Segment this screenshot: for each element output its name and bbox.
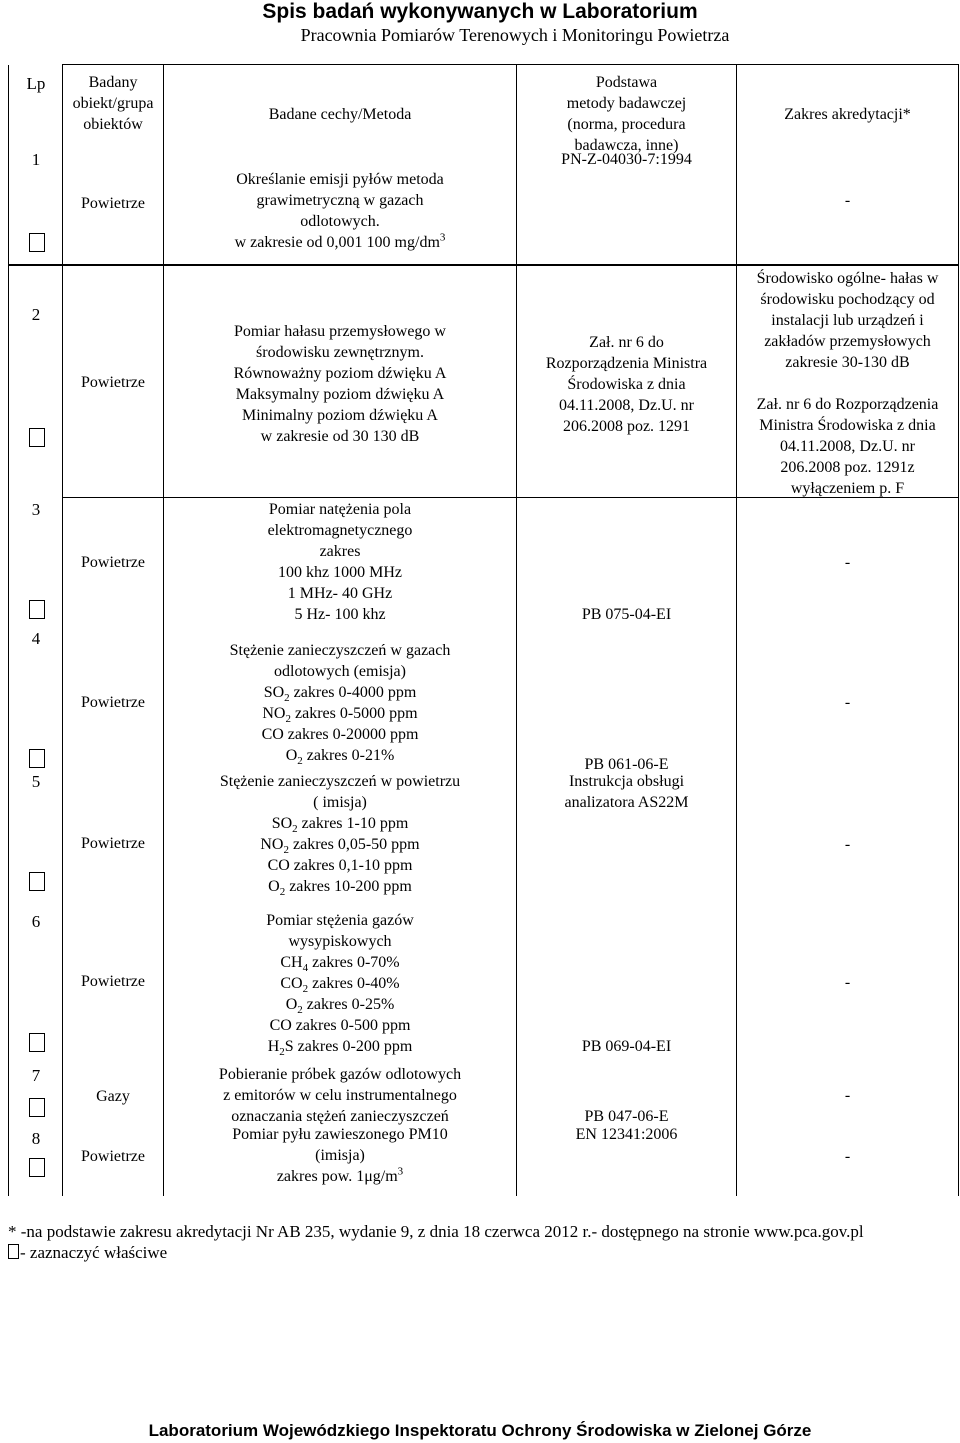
method-line: Maksymalny poziom dźwięku A [235, 385, 445, 403]
method-line: $NO_2$ zakres 0,05-50 ppm [260, 835, 420, 856]
row-number: 6 [31, 911, 41, 931]
accreditation-line: - [844, 693, 851, 711]
method-line: zakres pow. $1\mu g/m^3$ [276, 1165, 404, 1185]
basis-line: Rozporządzenia Ministra [545, 354, 708, 372]
basis-line: Zał. nr 6 do [589, 333, 664, 351]
table-row [9, 1063, 959, 1129]
footer-institution: Laboratorium Wojewódzkiego Inspektoratu Ochrony Środowiska w Zielonej Górze [148, 1421, 812, 1440]
method-line: odlotowych (emisja) [274, 662, 406, 680]
table-row [9, 773, 959, 915]
method-line: (imisja) [315, 1146, 365, 1164]
accreditation-line: wyłączeniem p. F [790, 479, 905, 497]
checkbox[interactable] [29, 233, 45, 252]
basis-header-line: (norma, procedura [567, 116, 686, 133]
method-line: $NO_2$ zakres 0-5000 ppm [262, 704, 418, 725]
checkbox[interactable] [29, 428, 45, 447]
col-header-object [63, 65, 164, 155]
method-line: Pobieranie próbek gazów odlotowych [218, 1065, 462, 1083]
object-header-line: obiektów [83, 116, 143, 133]
basis-line: Środowiska z dnia [567, 375, 686, 393]
accreditation-footnote: * -na podstawie zakresu akredytacji Nr AB 235, wydanie 9, z dnia 18 czerwca 2012 r.- dostępnego na stronie www.pca.gov.pl [8, 1222, 864, 1241]
col-header-method [164, 65, 517, 155]
row-number: 7 [31, 1065, 41, 1085]
page-title: Spis badań wykonywanych w Laboratorium [262, 0, 698, 23]
method-line: wysypiskowych [288, 932, 392, 950]
accreditation-line: środowisku pochodzący od [760, 290, 935, 308]
method-line: 100 khz 1000 MHz [278, 564, 402, 581]
checkbox[interactable] [29, 1098, 45, 1117]
row-object: Powietrze [81, 194, 145, 212]
row-object: Powietrze [81, 1147, 145, 1165]
method-line: CO zakres 0-20000 ppm [261, 725, 419, 743]
method-line: środowisku zewnętrznym. [256, 343, 424, 361]
method-line: $SO_2$ zakres 1-10 ppm [271, 814, 409, 835]
method-line: odlotowych. [300, 212, 380, 230]
method-line: $O_2$ zakres 0-21% [285, 746, 395, 767]
checkbox[interactable] [29, 1033, 45, 1052]
basis-line: PN-Z-04030-7:1994 [561, 150, 692, 168]
object-header-line: obiekt/grupa [72, 95, 154, 112]
page-subtitle: Pracownia Pomiarów Terenowych i Monitoringu Powietrza [300, 25, 730, 45]
method-line: Określanie emisji pyłów metoda [236, 170, 444, 188]
method-line: Stężenie zanieczyszczeń w gazach [229, 641, 451, 659]
row-number: 1 [31, 149, 41, 169]
accreditation-line: Ministra Środowiska z dnia [759, 416, 936, 434]
accreditation-line: - [844, 191, 851, 209]
basis-line: PB 075-04-EI [581, 606, 672, 623]
accreditation-line: - [844, 554, 851, 571]
method-line: Stężenie zanieczyszczeń w powietrzu [219, 772, 461, 790]
accreditation-line: - [844, 973, 851, 991]
accreditation-line: zakresie 30-130 dB [785, 353, 910, 371]
col-header-basis [517, 65, 737, 155]
basis-line: 04.11.2008, Dz.U. nr [559, 396, 694, 414]
table-row [9, 1129, 959, 1196]
accreditation-line: Środowisko ogólne- hałas w [756, 269, 939, 287]
table-row [9, 915, 959, 1063]
checkbox[interactable] [29, 872, 45, 891]
accreditation-line: - [844, 1086, 851, 1104]
accreditation-line: 206.2008 poz. 1291z [780, 458, 915, 476]
method-line: z emitorów w celu instrumentalnego [223, 1086, 457, 1104]
row-object: Gazy [96, 1087, 130, 1105]
basis-header-line: metody badawczej [566, 95, 687, 112]
method-line: CO zakres 0,1-10 ppm [267, 856, 413, 874]
method-header-label: Badane cechy/Metoda [268, 106, 412, 123]
table-row [9, 265, 959, 498]
accreditation-header-label: Zakres akredytacji* [784, 106, 911, 123]
accreditation-line: - [844, 835, 851, 853]
basis-line: 206.2008 poz. 1291 [562, 417, 691, 435]
method-line: w zakresie od 0,001 100 $mg/dm^3$ [234, 231, 446, 251]
col-header-accreditation [737, 65, 959, 155]
basis-line: EN 12341:2006 [575, 1125, 678, 1143]
checkbox[interactable] [29, 749, 45, 768]
method-line: oznaczania stężeń zanieczyszczeń [231, 1107, 449, 1125]
method-line: zakres [319, 543, 361, 560]
method-line: Pomiar stężenia gazów [266, 911, 414, 929]
checkbox-icon [8, 1244, 19, 1259]
checkbox[interactable] [29, 1158, 45, 1177]
method-line: 1 MHz- 40 GHz [287, 585, 393, 602]
basis-line: Instrukcja obsługi [568, 772, 685, 790]
row-number: 4 [31, 628, 41, 648]
accreditation-line: 04.11.2008, Dz.U. nr [780, 437, 915, 455]
checkbox[interactable] [29, 600, 45, 619]
row-number: 5 [31, 771, 41, 791]
basis-line: analizatora AS22M [564, 793, 689, 811]
row-object: Powietrze [81, 554, 145, 571]
col-header-lp [9, 65, 63, 155]
row-object: Powietrze [81, 373, 145, 391]
method-line: grawimetryczną w gazach [256, 191, 424, 209]
method-line: $O_2$ zakres 0-25% [285, 995, 395, 1016]
object-header-line: Badany [88, 74, 138, 91]
method-line: w zakresie od 30 130 dB [260, 427, 420, 445]
method-line: Minimalny poziom dźwięku A [242, 406, 438, 424]
accreditation-line: zakładów przemysłowych [764, 332, 931, 350]
method-line: 5 Hz- 100 khz [294, 606, 386, 623]
method-line: $CO_2$ zakres 0-40% [280, 974, 400, 995]
checkbox-footnote-text: - zaznaczyć właściwe [20, 1243, 168, 1262]
accreditation-line: instalacji lub urządzeń i [771, 311, 924, 329]
checkbox-footnote [8, 1243, 167, 1263]
row-object: Powietrze [81, 693, 145, 711]
basis-header-line: badawcza, inne) [574, 137, 679, 154]
row-number: 2 [31, 304, 41, 324]
basis-line: PB 069-04-EI [581, 1037, 672, 1055]
accreditation-line: Zał. nr 6 do Rozporządzenia [756, 395, 939, 413]
row-number: 3 [31, 499, 41, 519]
accreditation-line: - [844, 1147, 851, 1165]
row-object: Powietrze [81, 972, 145, 990]
method-line: Pomiar natężenia pola [268, 501, 412, 518]
method-line: Równoważny poziom dźwięku A [233, 364, 447, 382]
method-line: ( imisja) [313, 793, 367, 811]
table-row [9, 155, 959, 265]
basis-header-line: Podstawa [595, 74, 658, 91]
method-line: elektromagnetycznego [267, 522, 413, 539]
method-line: Pomiar hałasu przemysłowego w [234, 322, 446, 340]
row-object: Powietrze [81, 834, 145, 852]
table-row [9, 632, 959, 773]
tests-table [8, 64, 959, 1196]
row-number: 8 [31, 1128, 41, 1148]
method-line: $H_2S$ zakres 0-200 ppm [267, 1037, 413, 1058]
basis-line: PB 061-06-E [584, 755, 669, 773]
method-line: $CH_4$ zakres 0-70% [280, 953, 400, 974]
method-line: Pomiar pyłu zawieszonego PM10 [232, 1125, 448, 1143]
basis-line: PB 047-06-E [584, 1107, 669, 1125]
method-line: CO zakres 0-500 ppm [269, 1016, 411, 1034]
method-line: $SO_2$ zakres 0-4000 ppm [263, 683, 417, 704]
lp-header-label: Lp [26, 73, 46, 93]
method-line: $O_2$ zakres 10-200 ppm [268, 877, 412, 898]
table-row [9, 498, 959, 632]
